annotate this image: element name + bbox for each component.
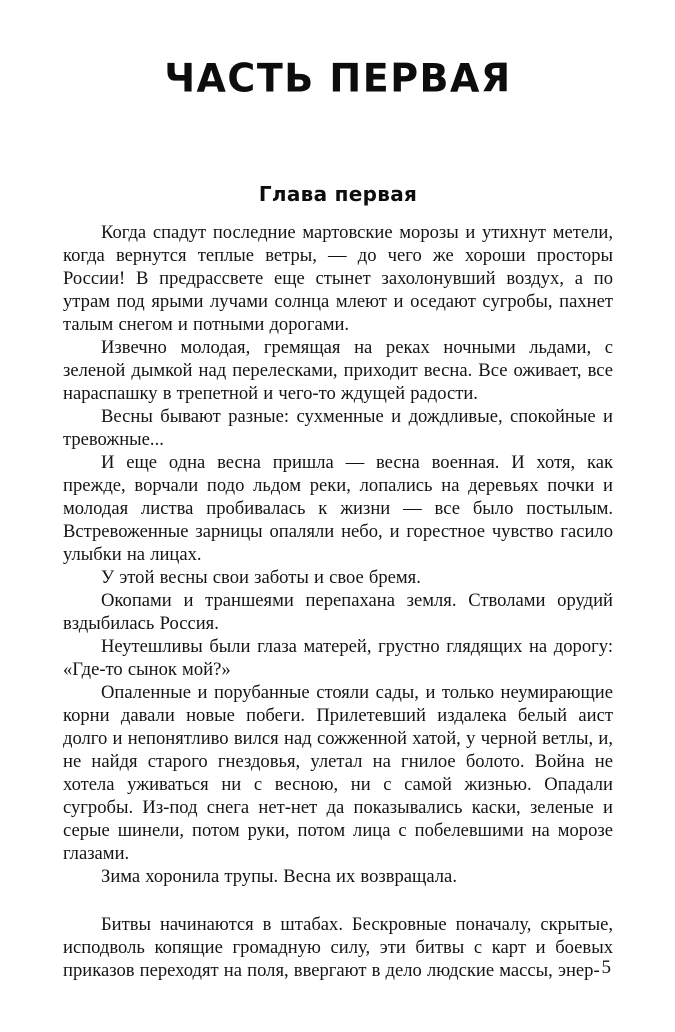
- paragraph-8: Опаленные и порубанные стояли сады, и только неумирающие корни давали новые побеги. Прилетевший издалека белый аист долго и непонятливо вился над сожженной хатой, у черной ветлы, и, не найдя старого гнездовья, улетал на гнилое болото. Война не хотела уживаться ни с весною, ни с самой жизнью. Опадали сугробы. Из-под снега нет-нет да показывались каски, зеленые и серые шинели, потом руки, потом лица с побелевшими на морозе глазами.: [63, 682, 613, 864]
- paragraph-1: Когда спадут последние мартовские морозы и утихнут метели, когда вернутся теплые ветры, — до чего же хороши просторы России! В предрассвете еще стынет захолонувший воздух, а по утрам под ярыми лучами солнца млеют и оседают сугробы, пахнет талым снегом и потными дорогами.: [63, 222, 613, 335]
- body-text: [63, 221, 613, 982]
- chapter-title: Глава первая: [258, 182, 418, 206]
- paragraph-7: Неутешливы были глаза матерей, грустно глядящих на дорогу: «Где-то сынок мой?»: [63, 636, 613, 680]
- paragraph-4: И еще одна весна пришла — весна военная. И хотя, как прежде, ворчали подо льдом реки, лопались на деревьях почки и молодая листва пробивалась к жизни — все было постылым. Встревоженные зарницы опаляли небо, и горестное чувство гасило улыбки на лицах.: [63, 452, 613, 565]
- paragraph-2: Извечно молодая, гремящая на реках ночными льдами, с зеленой дымкой над перелесками, приходит весна. Все оживает, все нараспашку в трепетной и чего-то ждущей радости.: [63, 337, 613, 404]
- paragraph-10: Битвы начинаются в штабах. Бескровные поначалу, скрытые, исподволь копящие громадную силу, эти битвы с карт и боевых приказов переходят на поля, ввергают в дело людские массы, энер-: [63, 914, 613, 981]
- paragraph-9: Зима хоронила трупы. Весна их возвращала.: [101, 866, 457, 887]
- paragraph-3: Весны бывают разные: сухменные и дождливые, спокойные и тревожные...: [63, 406, 613, 450]
- part-title: ЧАСТЬ ПЕРВАЯ: [164, 55, 512, 101]
- paragraph-5: У этой весны свои заботы и свое бремя.: [101, 567, 421, 588]
- page-number: 5: [601, 957, 611, 978]
- paragraph-6: Окопами и траншеями перепахана земля. Стволами орудий вздыбилась Россия.: [63, 590, 613, 634]
